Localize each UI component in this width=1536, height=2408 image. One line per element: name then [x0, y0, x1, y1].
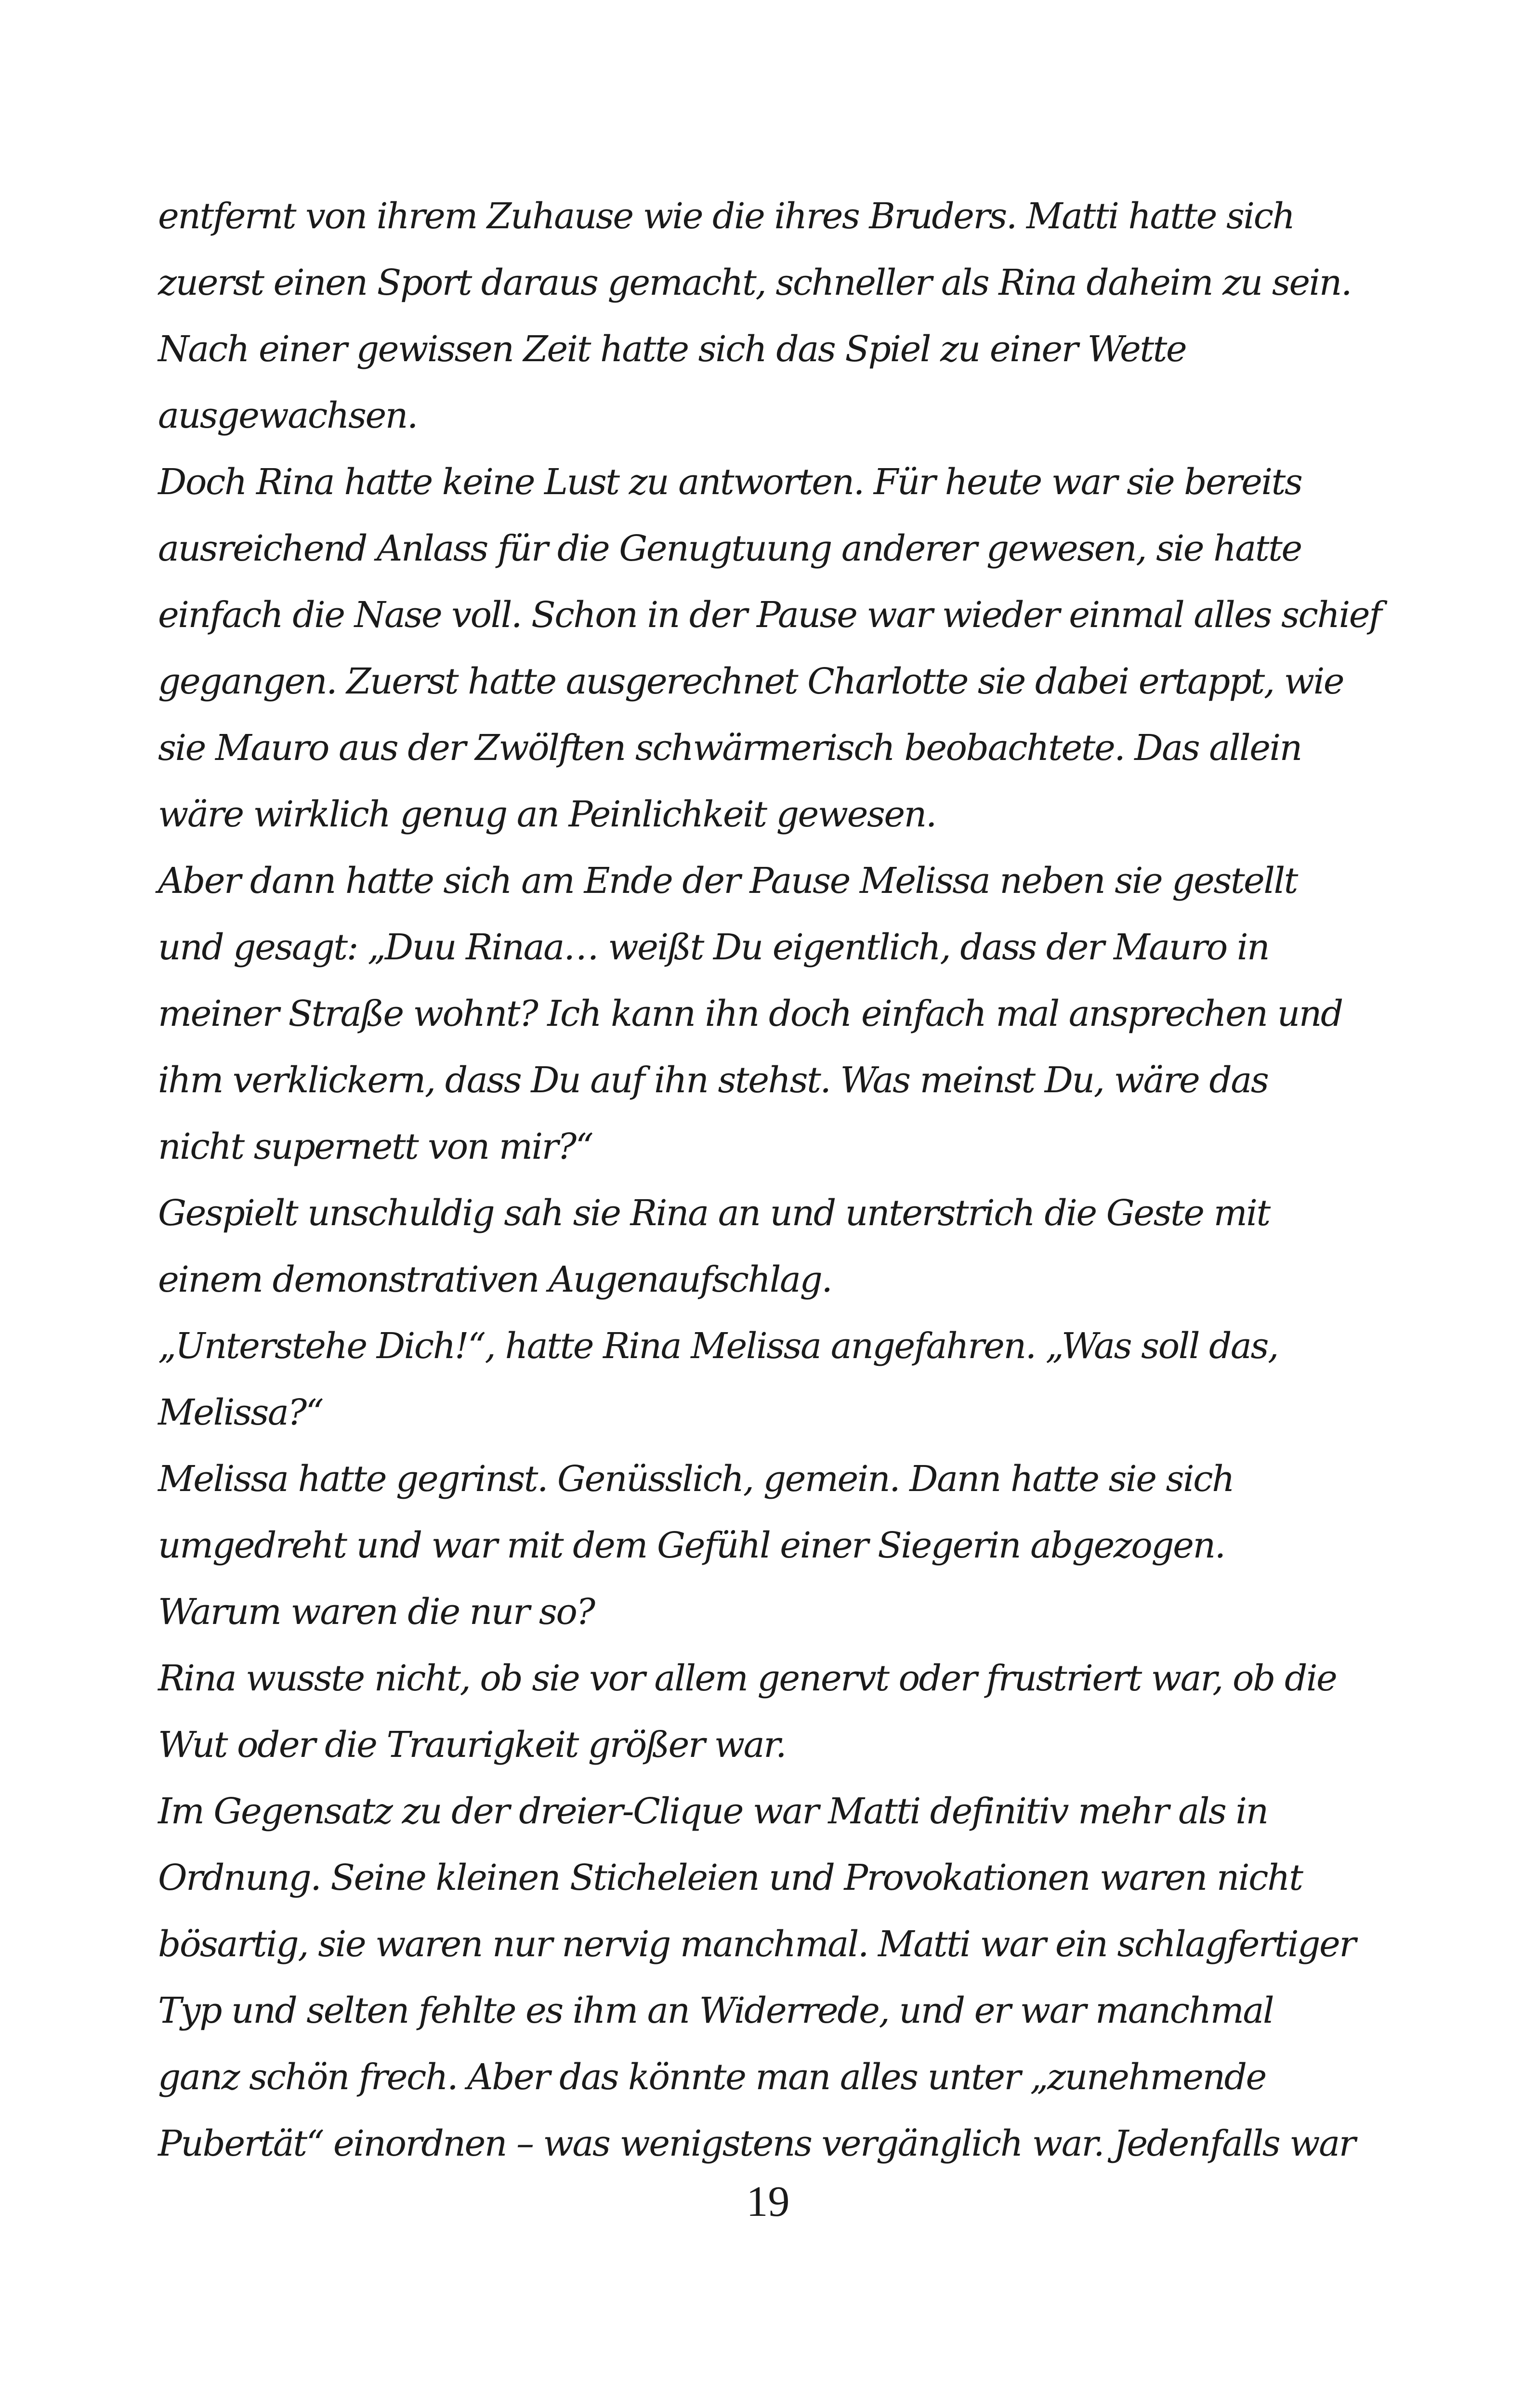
- text-line: Wut oder die Traurigkeit größer war.: [158, 1724, 786, 1766]
- text-line: „Unterstehe Dich!“, hatte Rina Melissa angefahren. „Was soll das,: [158, 1325, 1278, 1367]
- text-line: Pubertät“ einordnen – was wenigstens vergänglich war. Jedenfalls war: [158, 2123, 1355, 2164]
- text-line: umgedreht und war mit dem Gefühl einer Siegerin abgezogen.: [158, 1525, 1225, 1566]
- text-line: Warum waren die nur so?: [158, 1591, 594, 1633]
- text-line: zuerst einen Sport daraus gemacht, schneller als Rina daheim zu sein.: [158, 262, 1351, 303]
- text-line: ganz schön frech. Aber das könnte man alles unter „zunehmende: [158, 2056, 1266, 2098]
- text-line: Typ und selten fehlte es ihm an Widerrede, und er war manchmal: [158, 1990, 1273, 2031]
- text-line: nicht supernett von mir?“: [158, 1126, 593, 1167]
- text-line: wäre wirklich genug an Peinlichkeit gewesen.: [158, 794, 936, 835]
- text-line: ausreichend Anlass für die Genugtuung anderer gewesen, sie hatte: [158, 528, 1301, 569]
- text-line: Melissa?“: [158, 1392, 323, 1433]
- page-number: 19: [746, 2178, 790, 2225]
- text-line: sie Mauro aus der Zwölften schwärmerisch beobachtete. Das allein: [158, 727, 1301, 769]
- text-line: Im Gegensatz zu der dreier-Clique war Matti definitiv mehr als in: [158, 1791, 1268, 1832]
- text-line: und gesagt: „Duu Rinaa… weißt Du eigentlich, dass der Mauro in: [158, 927, 1269, 968]
- text-line: gegangen. Zuerst hatte ausgerechnet Charlotte sie dabei ertappt, wie: [158, 661, 1344, 702]
- text-line: Doch Rina hatte keine Lust zu antworten. Für heute war sie bereits: [158, 461, 1302, 503]
- text-line: Gespielt unschuldig sah sie Rina an und unterstrich die Geste mit: [158, 1192, 1270, 1234]
- text-line: Melissa hatte gegrinst. Genüsslich, gemein. Dann hatte sie sich: [158, 1458, 1234, 1500]
- body-text: [158, 183, 1401, 2177]
- text-line: bösartig, sie waren nur nervig manchmal. Matti war ein schlagfertiger: [158, 1924, 1355, 1965]
- text-line: entfernt von ihrem Zuhause wie die ihres Bruders. Matti hatte sich: [158, 196, 1294, 237]
- text-line: ausgewachsen.: [158, 395, 417, 436]
- text-line: Rina wusste nicht, ob sie vor allem genervt oder frustriert war, ob die: [158, 1658, 1337, 1699]
- text-line: Nach einer gewissen Zeit hatte sich das Spiel zu einer Wette: [158, 328, 1186, 370]
- text-line: Ordnung. Seine kleinen Sticheleien und Provokationen waren nicht: [158, 1857, 1302, 1898]
- text-line: einem demonstrativen Augenaufschlag.: [158, 1259, 832, 1300]
- text-line: einfach die Nase voll. Schon in der Pause war wieder einmal alles schief: [158, 594, 1381, 636]
- text-line: ihm verklickern, dass Du auf ihn stehst. Was meinst Du, wäre das: [158, 1060, 1268, 1101]
- text-line: meiner Straße wohnt? Ich kann ihn doch einfach mal ansprechen und: [158, 993, 1342, 1034]
- text-line: Aber dann hatte sich am Ende der Pause Melissa neben sie gestellt: [158, 860, 1297, 902]
